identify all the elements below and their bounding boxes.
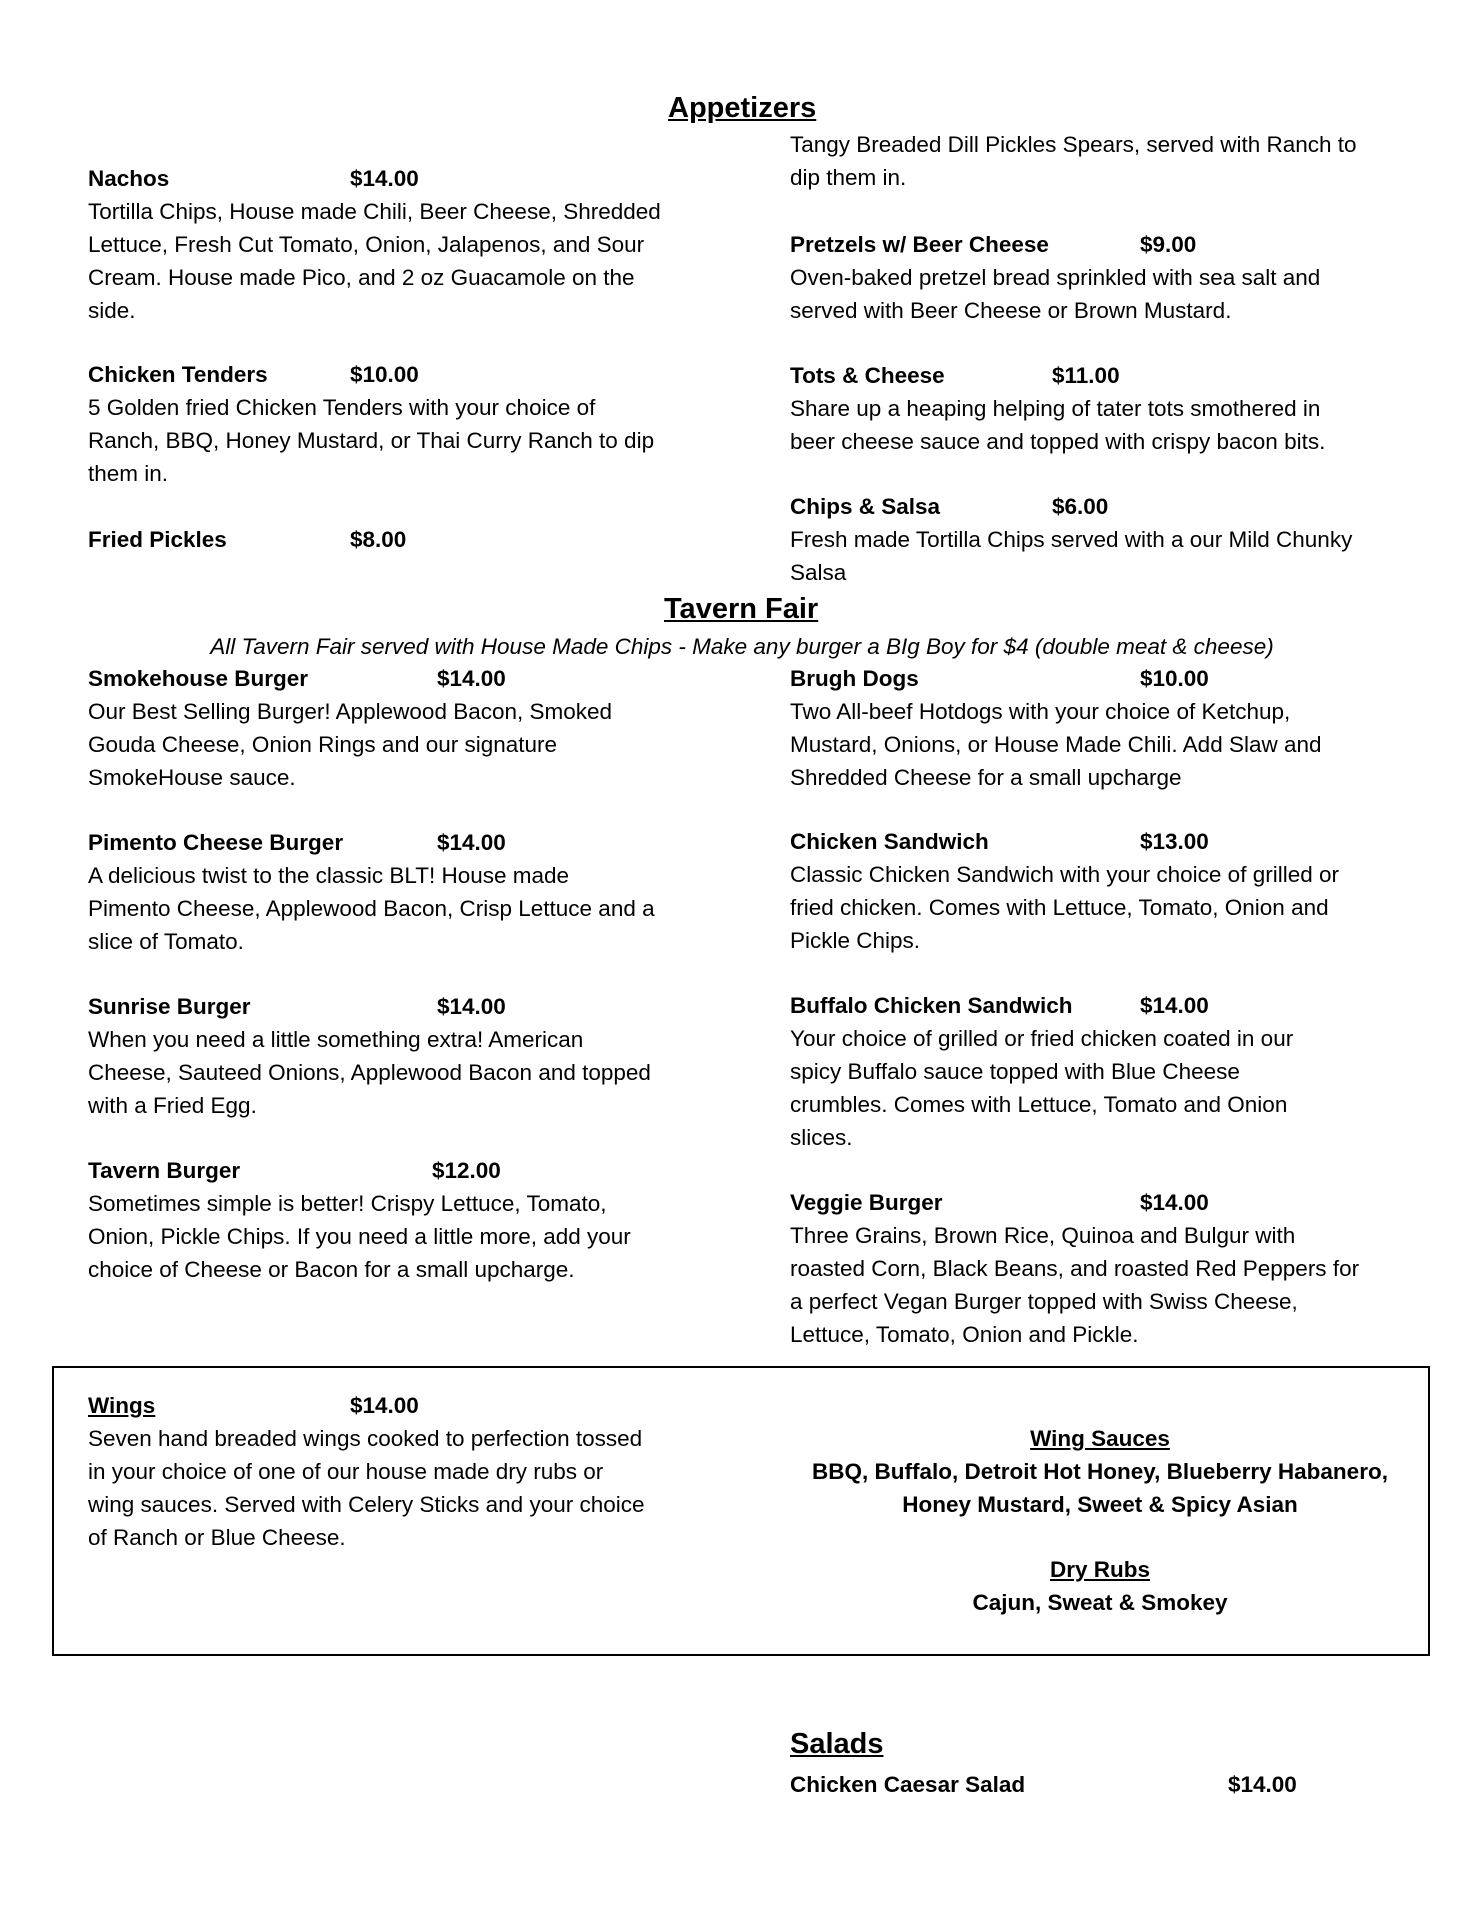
item-name: Tavern Burger [88,1158,241,1183]
item-description: A delicious twist to the classic BLT! House made Pimento Cheese, Applewood Bacon, Crisp Lettuce and a slice of Tomato. [88,863,655,954]
item-description: Oven-baked pretzel bread sprinkled with sea salt and served with Beer Cheese or Brown Mustard. [790,265,1321,323]
item-name: Fried Pickles [88,527,227,552]
menu-item-fried-pickles [88,523,708,556]
salads-heading: Salads [790,1728,884,1760]
item-price: $14.00 [350,1393,419,1418]
item-price: $6.00 [1052,494,1109,519]
appetizers-heading: Appetizers [668,92,817,124]
item-price: $12.00 [432,1158,501,1183]
menu-item-chicken-caesar-salad [790,1768,1430,1801]
item-name: Brugh Dogs [790,666,919,691]
item-price: $13.00 [1140,829,1209,854]
fried-pickles-description: Tangy Breaded Dill Pickles Spears, served with Ranch to dip them in. [790,132,1357,190]
item-price: $14.00 [1228,1772,1297,1797]
item-price: $9.00 [1140,232,1197,257]
menu-item-nachos [88,162,708,327]
item-price: $14.00 [1140,1190,1209,1215]
item-name: Chips & Salsa [790,494,941,519]
menu-item-sunrise-burger [88,990,708,1122]
item-price: $10.00 [350,362,419,387]
item-description: 5 Golden fried Chicken Tenders with your choice of Ranch, BBQ, Honey Mustard, or Thai Curry Ranch to dip them in. [88,395,655,486]
item-name: Pimento Cheese Burger [88,830,344,855]
item-name: Chicken Tenders [88,362,268,387]
wing-sauces-heading: Wing Sauces [1030,1426,1170,1451]
item-price: $14.00 [437,666,506,691]
item-name: Tots & Cheese [790,363,945,388]
item-name: Sunrise Burger [88,994,251,1019]
item-description: Three Grains, Brown Rice, Quinoa and Bulgur with roasted Corn, Black Beans, and roasted Red Peppers for a perfect Vegan Burger topped with Swiss Cheese, Lettuce, Tomato, Onion and Pickle. [790,1223,1360,1347]
menu-item-wings [88,1389,708,1554]
item-description: Tortilla Chips, House made Chili, Beer Cheese, Shredded Lettuce, Fresh Cut Tomato, Onion, Jalapenos, and Sour Cream. House made Pico, and 2 oz Guacamole on the side. [88,199,661,323]
item-description: Seven hand breaded wings cooked to perfection tossed in your choice of one of our house made dry rubs or wing sauces. Served with Celery Sticks and your choice of Ranch or Blue Cheese. [88,1426,645,1550]
menu-item-pretzels [790,228,1430,327]
menu-item-smokehouse-burger [88,662,708,794]
menu-item-chicken-tenders [88,358,708,490]
item-name: Nachos [88,166,170,191]
item-description: Sometimes simple is better! Crispy Lettuce, Tomato, Onion, Pickle Chips. If you need a little more, add your choice of Cheese or Bacon for a small upcharge. [88,1191,631,1282]
item-description: Your choice of grilled or fried chicken coated in our spicy Buffalo sauce topped with Blue Cheese crumbles. Comes with Lettuce, Tomato and Onion slices. [790,1026,1294,1150]
item-name: Pretzels w/ Beer Cheese [790,232,1049,257]
item-name: Chicken Sandwich [790,829,989,854]
wing-sauces-list: BBQ, Buffalo, Detroit Hot Honey, Blueberry Habanero, Honey Mustard, Sweet & Spicy Asian [812,1459,1388,1517]
item-description: When you need a little something extra! American Cheese, Sauteed Onions, Applewood Bacon and topped with a Fried Egg. [88,1027,651,1118]
item-name: Smokehouse Burger [88,666,309,691]
dry-rubs-list: Cajun, Sweat & Smokey [972,1590,1228,1615]
item-description: Our Best Selling Burger! Applewood Bacon, Smoked Gouda Cheese, Onion Rings and our signature SmokeHouse sauce. [88,699,613,790]
item-price: $10.00 [1140,666,1209,691]
menu-item-veggie-burger [790,1186,1430,1351]
tavern-fair-note: All Tavern Fair served with House Made Chips - Make any burger a BIg Boy for $4 (double meat & cheese) [210,634,1274,659]
item-price: $14.00 [1140,993,1209,1018]
item-name: Wings [88,1393,156,1418]
item-price: $14.00 [437,830,506,855]
menu-item-tots-cheese [790,359,1430,458]
menu-item-buffalo-chicken-sandwich [790,989,1430,1154]
item-price: $14.00 [437,994,506,1019]
item-description: Fresh made Tortilla Chips served with a our Mild Chunky Salsa [790,527,1353,585]
item-name: Chicken Caesar Salad [790,1772,1026,1797]
menu-item-chips-salsa [790,490,1430,589]
item-description: Share up a heaping helping of tater tots smothered in beer cheese sauce and topped with crispy bacon bits. [790,396,1326,454]
menu-item-brugh-dogs [790,662,1430,794]
item-price: $11.00 [1052,363,1120,388]
menu-item-tavern-burger [88,1154,708,1286]
item-name: Veggie Burger [790,1190,943,1215]
item-price: $14.00 [350,166,419,191]
item-price: $8.00 [350,527,407,552]
item-description: Two All-beef Hotdogs with your choice of Ketchup, Mustard, Onions, or House Made Chili. Add Slaw and Shredded Cheese for a small upcharge [790,699,1322,790]
menu-item-chicken-sandwich [790,825,1430,957]
dry-rubs-heading: Dry Rubs [1049,1557,1151,1582]
tavern-fair-heading: Tavern Fair [664,593,819,625]
item-description: Classic Chicken Sandwich with your choice of grilled or fried chicken. Comes with Lettuce, Tomato, Onion and Pickle Chips. [790,862,1339,953]
menu-item-pimento-burger [88,826,708,958]
item-name: Buffalo Chicken Sandwich [790,993,1073,1018]
